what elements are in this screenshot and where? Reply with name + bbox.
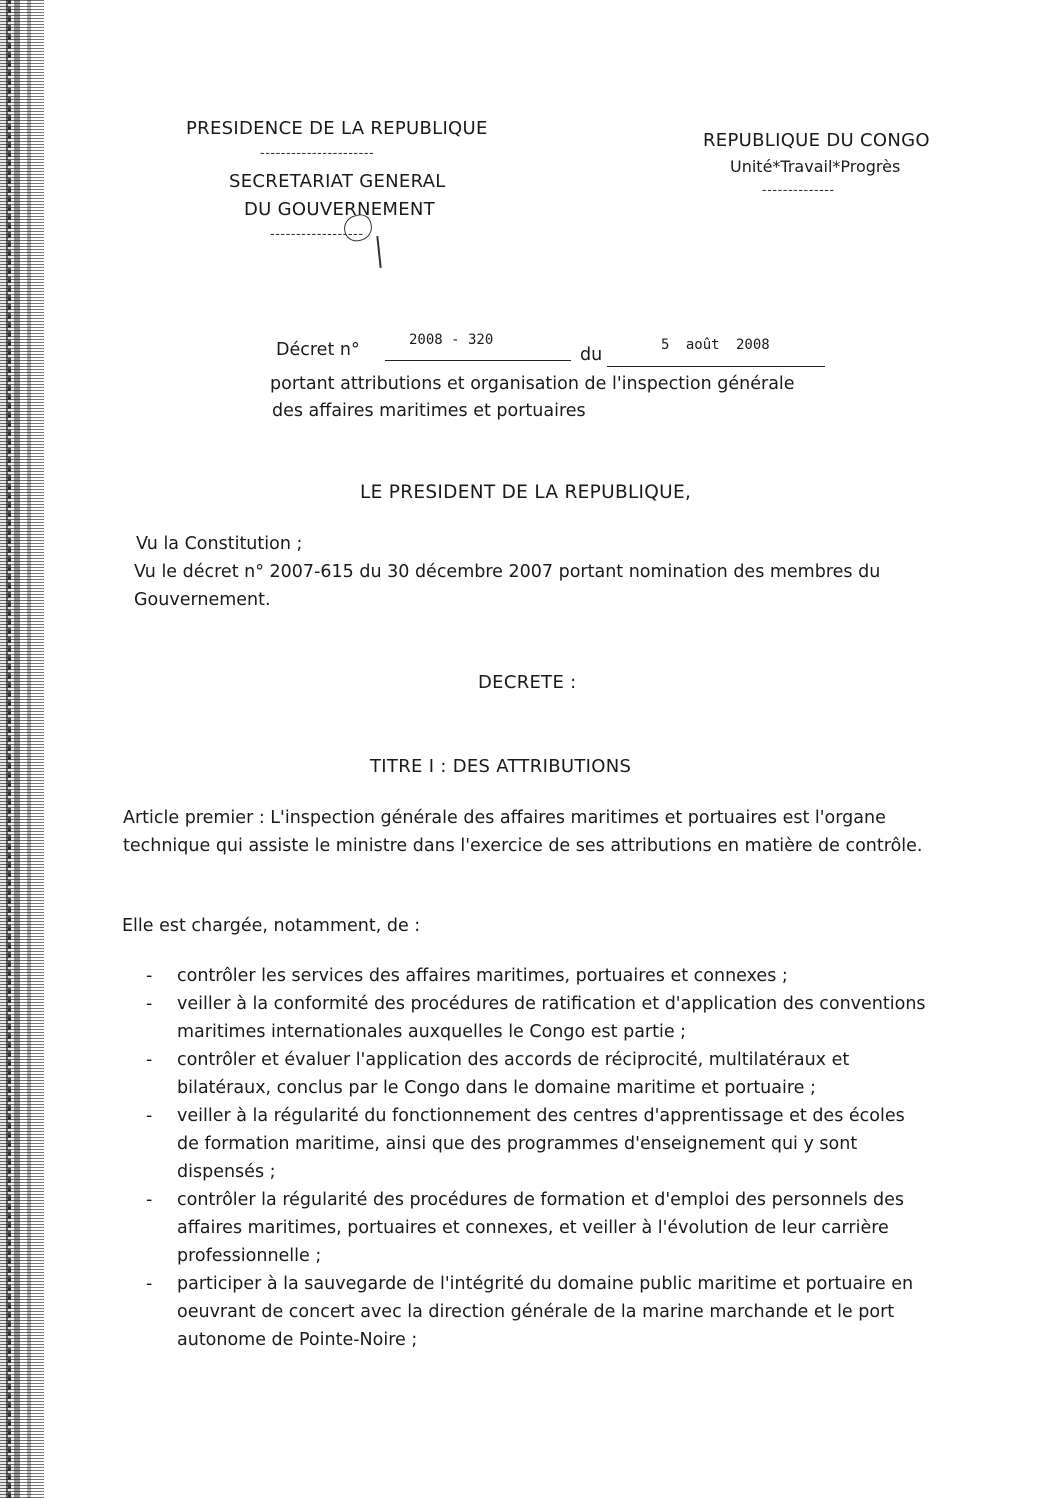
article-label: Article premier : [123, 808, 265, 828]
decree-date-field [607, 337, 825, 367]
decrete-heading: DECRETE : [478, 672, 577, 693]
decree-subject-line-2: des affaires maritimes et portuaires [272, 401, 586, 421]
bullet-marker: - [146, 966, 153, 986]
president-heading: LE PRESIDENT DE LA REPUBLIQUE, [360, 482, 692, 503]
article-intro: Elle est chargée, notamment, de : [122, 916, 421, 936]
list-item: - contrôler et évaluer l'application des accords de réciprocité, multilatéraux et bilatéraux, conclus par le Congo dans le domaine maritime et portuaire ; [146, 1046, 926, 1102]
vu-decret: Vu le décret n° 2007-615 du 30 décembre 2007 portant nomination des membres du Gouvernement. [134, 562, 881, 610]
decree-date: 5 août 2008 [661, 337, 770, 353]
national-motto: Unité*Travail*Progrès [730, 157, 901, 176]
attributions-list [146, 962, 926, 1354]
list-item: - contrôler les services des affaires maritimes, portuaires et connexes ; [146, 962, 926, 990]
bullet-marker: - [146, 1190, 153, 1210]
bullet-marker: - [146, 1106, 153, 1126]
country-name: REPUBLIQUE DU CONGO [703, 130, 930, 151]
vu-constitution: Vu la Constitution ; [136, 534, 303, 554]
initials-mark-stroke [376, 236, 381, 268]
presidence-line: PRESIDENCE DE LA REPUBLIQUE [186, 118, 488, 139]
decree-subject-line-1: portant attributions et organisation de l'inspection générale [270, 374, 795, 394]
scan-edge [0, 0, 44, 1498]
list-item: - veiller à la régularité du fonctionnement des centres d'apprentissage et des écoles de formation maritime, ainsi que des programmes d'enseignement qui y sont dispensés ; [146, 1102, 926, 1186]
header-right-separator: -------------- [762, 183, 835, 198]
list-item: - contrôler la régularité des procédures de formation et d'emploi des personnels des affaires maritimes, portuaires et connexes, et veiller à l'évolution de leur carrière professionnelle ; [146, 1186, 926, 1270]
header-left-separator: ---------------------- [260, 146, 375, 161]
secretariat-line: SECRETARIAT GENERAL [229, 171, 446, 192]
decree-number: 2008 - 320 [409, 332, 494, 348]
list-item: - veiller à la conformité des procédures de ratification et d'application des conventions maritimes internationales auxquelles le Congo est partie ; [146, 990, 926, 1046]
titre-heading: TITRE I : DES ATTRIBUTIONS [370, 756, 632, 777]
gouvernement-line: DU GOUVERNEMENT [244, 199, 435, 220]
decree-label: Décret n° [276, 340, 360, 360]
article-text: L'inspection générale des affaires maritimes et portuaires est l'organe technique qui assiste le ministre dans l'exercice de ses attributions en matière de contrôle. [123, 808, 923, 856]
bullet-marker: - [146, 1050, 153, 1070]
list-item: - participer à la sauvegarde de l'intégrité du domaine public maritime et portuaire en oeuvrant de concert avec la direction générale de la marine marchande et le port autonome de Pointe-Noire ; [146, 1270, 926, 1354]
header-left-separator-2: ------------------ [270, 227, 364, 242]
bullet-marker: - [146, 994, 153, 1014]
article-premier [123, 804, 931, 860]
decree-number-field [385, 332, 571, 361]
decree-du: du [580, 345, 603, 365]
bullet-marker: - [146, 1274, 153, 1294]
